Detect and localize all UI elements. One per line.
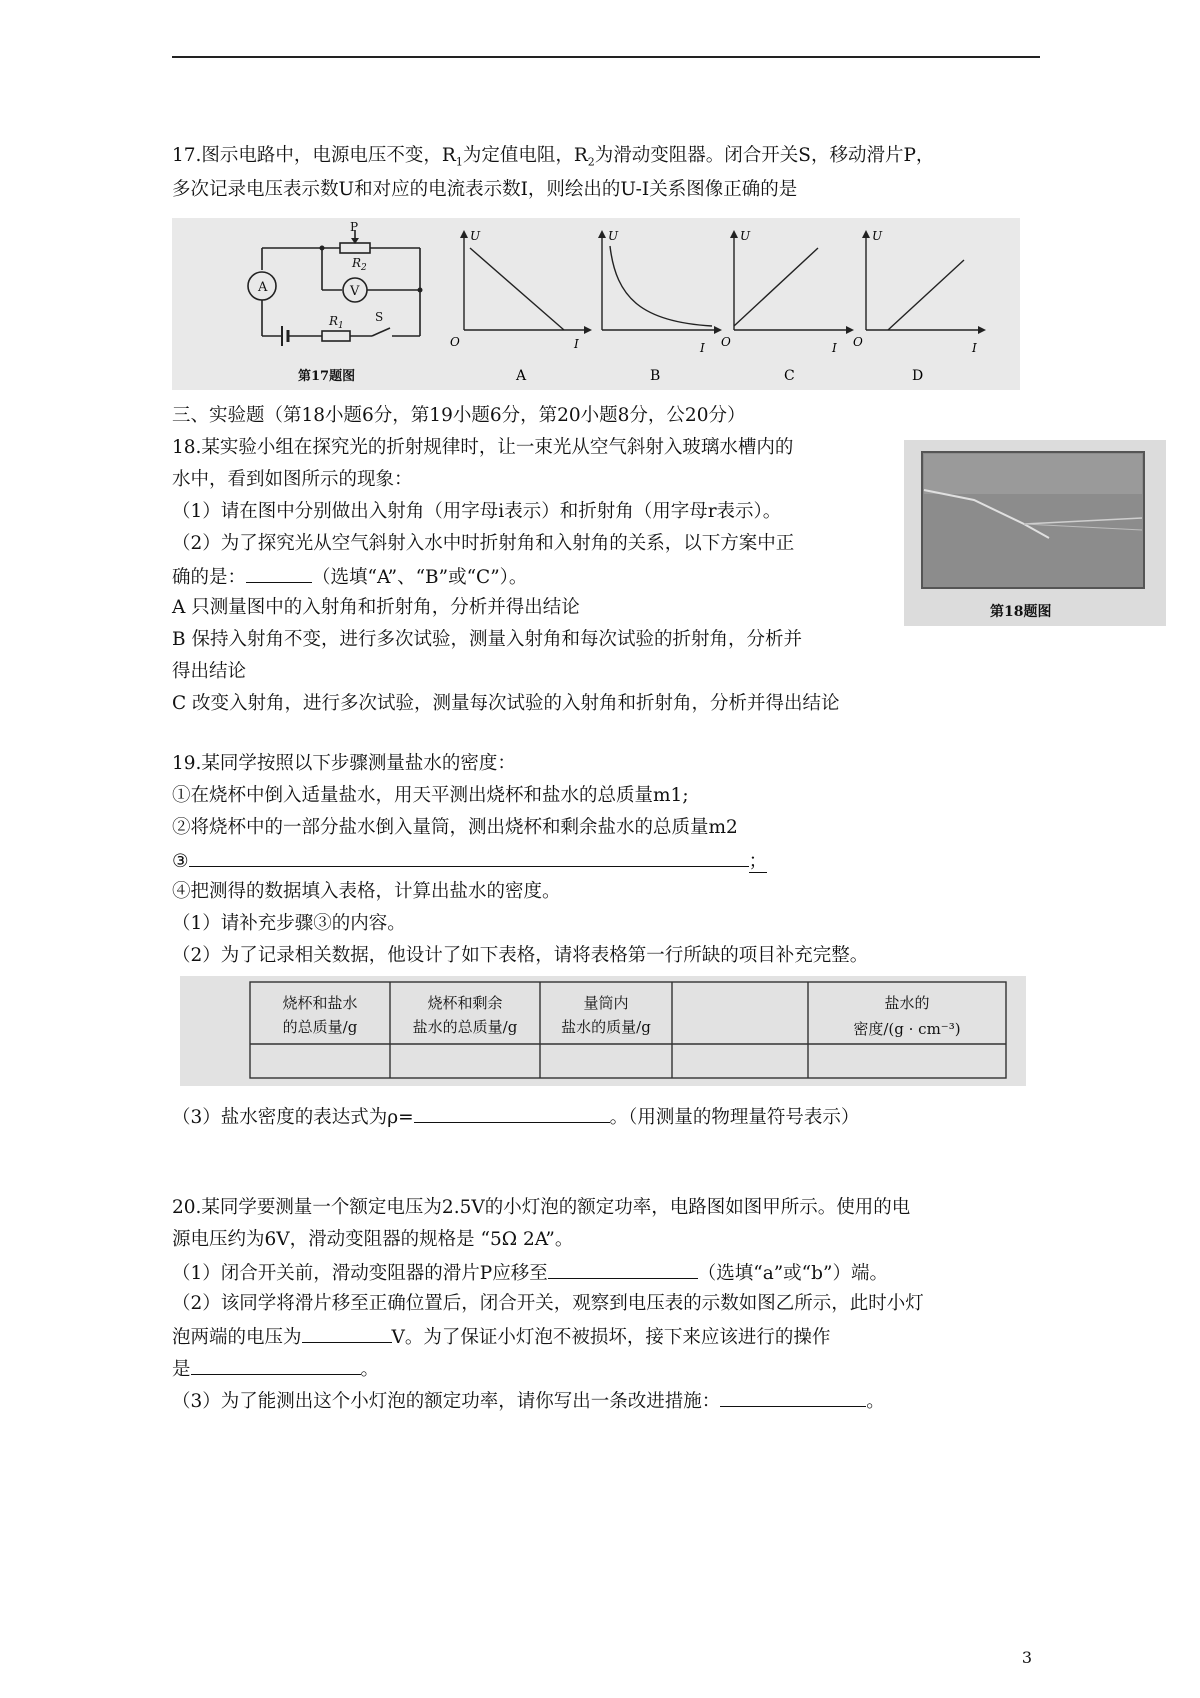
q20-sub2-cont: 泡两端的电压为 V。为了保证小灯泡不被损坏，接下来应该进行的操作 (172, 1324, 830, 1350)
graph-d-u-label: U (872, 229, 883, 243)
q18-answer-blank[interactable] (246, 564, 312, 583)
graph-a (450, 229, 592, 384)
q17-figure-svg (172, 218, 1020, 390)
q18-line2: 水中，看到如图所示的现象： (172, 469, 413, 490)
q20-sub1: （1）闭合开关前，滑动变阻器的滑片P应移至 （选填“a”或“b”）端。 (172, 1260, 888, 1286)
voltmeter-label: V (350, 284, 360, 299)
q18-figure (904, 440, 1166, 626)
r2-label: $R_2$ (352, 256, 367, 273)
q18-line4: （2）为了探究光从空气斜射入水中时折射角和入射角的关系，以下方案中正 (172, 533, 795, 554)
q18-option-b-cont: 得出结论 (172, 661, 247, 682)
circuit-diagram (248, 230, 420, 346)
junction-dot (320, 246, 325, 251)
graph-b-curve (610, 246, 712, 326)
graph-d-label: D (912, 368, 924, 384)
q18-option-c: C 改变入射角，进行多次试验，测量每次试验的入射角和折射角，分析并得出结论 (172, 693, 840, 714)
graph-a-label: A (516, 368, 527, 384)
table-header-1b: 的总质量/g (282, 1018, 358, 1036)
resistor-r1-symbol (322, 331, 350, 341)
q18-line5: 确的是： （选填“A”、“B”或“C”）。 (172, 564, 527, 590)
q18-line1: 18.某实验小组在探究光的折射规律时，让一束光从空气斜射入玻璃水槽内的 (172, 437, 794, 458)
table-header-5a: 盐水的 (884, 994, 930, 1012)
q17-line2: 多次记录电压表示数U和对应的电流表示数I，则绘出的U-I关系图像正确的是 (172, 179, 798, 200)
graph-c (721, 229, 854, 384)
table-header-3a: 量筒内 (583, 994, 629, 1012)
graph-a-i-label: I (574, 337, 579, 351)
q20-sub3: （3）为了能测出这个小灯泡的额定功率，请你写出一条改进措施： 。 (172, 1388, 885, 1414)
q19-step1: ①在烧杯中倒入适量盐水，用天平测出烧杯和盐水的总质量m1; (172, 785, 689, 806)
page-number: 3 (1021, 1648, 1032, 1667)
q20-voltage-blank[interactable] (302, 1324, 392, 1343)
q17-figure (172, 218, 1020, 390)
ammeter-label: A (258, 280, 268, 295)
q20-improvement-blank[interactable] (720, 1388, 866, 1407)
q20-line2: 源电压约为6V，滑动变阻器的规格是 “5Ω 2A”。 (172, 1229, 574, 1250)
q20-line1: 20.某同学要测量一个额定电压为2.5V的小灯泡的额定功率，电路图如图甲所示。使用的电 (172, 1197, 911, 1218)
graph-d-line (888, 260, 964, 330)
q19-sub2: （2）为了记录相关数据，他设计了如下表格，请将表格第一行所缺的项目补充完整。 (172, 945, 869, 966)
q19-step3: ③ ； (172, 848, 767, 874)
graph-c-line (734, 248, 818, 326)
q19-step4: ④把测得的数据填入表格，计算出盐水的密度。 (172, 881, 561, 902)
q19-table-figure (180, 976, 1026, 1086)
table-header-2b: 盐水的总质量/g (412, 1018, 518, 1036)
header-rule (172, 56, 1040, 58)
q18-line3: （1）请在图中分别做出入射角（用字母i表示）和折射角（用字母r表示）。 (172, 501, 782, 522)
junction-dot (418, 288, 423, 293)
q18-caption: 第18题图 (990, 604, 1052, 620)
table-header-1a: 烧杯和盐水 (282, 994, 358, 1012)
graph-c-i-label: I (832, 341, 837, 355)
q20-operation-blank[interactable] (191, 1356, 361, 1375)
graph-d-o-label: O (853, 335, 863, 349)
q19-sub3: （3）盐水密度的表达式为ρ= 。（用测量的物理量符号表示） (172, 1104, 859, 1130)
switch-label: S (375, 310, 384, 324)
section-3-heading: 三、实验题（第18小题6分，第19小题6分，第20小题8分，公20分） (172, 405, 746, 426)
graph-d (853, 229, 986, 384)
q18-option-a: A 只测量图中的入射角和折射角，分析并得出结论 (172, 597, 580, 618)
graph-b-u-label: U (608, 229, 619, 243)
graph-d-i-label: I (972, 341, 977, 355)
q20-endpoint-blank[interactable] (548, 1260, 698, 1279)
resistor-r2-symbol (340, 243, 370, 253)
q19-density-blank[interactable] (414, 1104, 610, 1123)
graph-b-label: B (650, 368, 661, 384)
graph-b-i-label: I (700, 341, 705, 355)
r1-label: $R_1$ (329, 314, 344, 331)
q18-option-b: B 保持入射角不变，进行多次试验，测量入射角和每次试验的折射角，分析并 (172, 629, 802, 650)
graph-b (598, 229, 722, 384)
graph-a-u-label: U (470, 229, 481, 243)
graph-a-o-label: O (450, 335, 460, 349)
q17-caption: 第17题图 (298, 369, 356, 384)
q20-sub2-op: 是 。 (172, 1356, 379, 1382)
table-header-5b: 密度/(g · cm⁻³) (853, 1020, 961, 1038)
q19-sub1: （1）请补充步骤③的内容。 (172, 913, 406, 934)
q19-step2: ②将烧杯中的一部分盐水倒入量筒，测出烧杯和剩余盐水的总质量m2 (172, 817, 738, 838)
q19-step3-blank[interactable] (189, 848, 749, 867)
table-header-2a: 烧杯和剩余 (427, 994, 503, 1012)
q17-line1: 17.图示电路中，电源电压不变，$R_1$为定值电阻，$R_2$为滑动变阻器。闭合开关S，移动滑片P， (172, 145, 935, 169)
graph-c-u-label: U (740, 229, 751, 243)
slider-label: P (350, 220, 359, 234)
graph-c-label: C (784, 368, 795, 384)
graph-c-o-label: O (721, 335, 731, 349)
q19-line1: 19.某同学按照以下步骤测量盐水的密度： (172, 753, 516, 774)
table-header-3b: 盐水的质量/g (561, 1018, 651, 1036)
graph-a-line (470, 248, 564, 330)
q20-sub2: （2）该同学将滑片移至正确位置后，闭合开关，观察到电压表的示数如图乙所示，此时小灯 (172, 1293, 924, 1314)
